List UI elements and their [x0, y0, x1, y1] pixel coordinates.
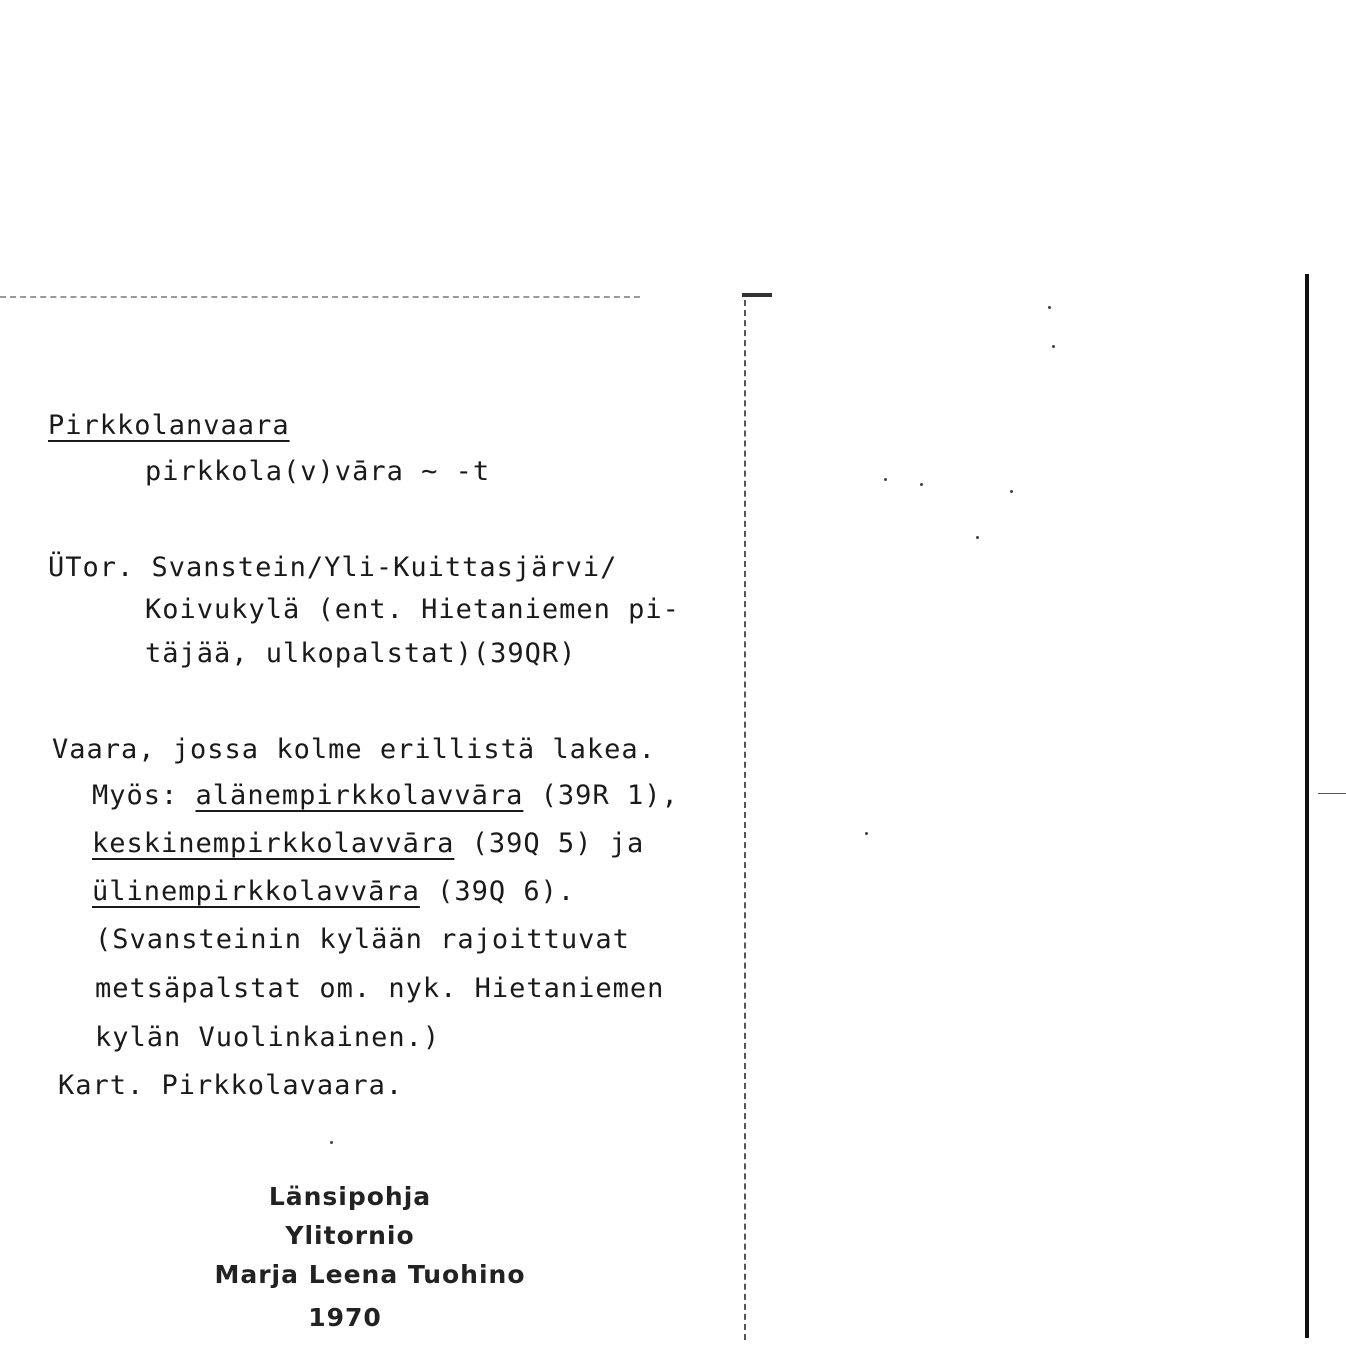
- variant-2-ref: (39Q 5) ja: [471, 828, 645, 859]
- dust-speck: [330, 1141, 333, 1144]
- variant-1-ref: (39R 1),: [540, 780, 679, 811]
- headword: Pirkkolanvaara: [48, 410, 290, 441]
- card-top-edge: [0, 296, 640, 298]
- location-line-3: täjää, ulkopalstat)(39QR): [145, 638, 577, 669]
- location-line-2: Koivukylä (ent. Hietaniemen pi-: [145, 594, 680, 625]
- fold-mark: [742, 293, 772, 297]
- description: Vaara, jossa kolme erillistä lakea.: [52, 734, 656, 765]
- note-line-1: (Svansteinin kylään rajoittuvat: [95, 924, 630, 955]
- pronunciation: pirkkola(v)vāra ~ -t: [145, 456, 491, 487]
- variant-2: keskinempirkkolavvāra: [92, 828, 455, 859]
- variant-line-2: [92, 830, 644, 857]
- note-line-3: kylän Vuolinkainen.): [95, 1022, 441, 1053]
- note-line-2: metsäpalstat om. nyk. Hietaniemen: [95, 973, 665, 1004]
- dust-speck: [1048, 306, 1051, 309]
- variant-line-1: [92, 782, 679, 809]
- card-fold-line: [744, 300, 746, 1340]
- stamp-parish: Ylitornio: [285, 1221, 415, 1250]
- dust-speck: [884, 478, 887, 481]
- dust-speck: [920, 483, 923, 486]
- variant-3-ref: (39Q 6).: [437, 876, 576, 907]
- variant-3: ülinempirkkolavvāra: [92, 876, 420, 907]
- myos-label: Myös:: [92, 780, 179, 811]
- stamp-region: Länsipohja: [268, 1182, 432, 1211]
- location-line-1: ÜTor. Svanstein/Yli-Kuittasjärvi/: [48, 552, 618, 583]
- stamp-collector: Marja Leena Tuohino: [214, 1260, 526, 1289]
- stamp-year: 1970: [308, 1303, 382, 1332]
- dust-speck: [865, 832, 868, 835]
- map-reference: Kart. Pirkkolavaara.: [58, 1070, 404, 1101]
- dust-speck: [1052, 345, 1055, 348]
- dust-speck: [976, 536, 979, 539]
- card-right-edge: [1305, 274, 1309, 1338]
- variant-line-3: [92, 878, 575, 905]
- dust-speck: [1010, 490, 1013, 493]
- edge-tick: [1318, 793, 1346, 794]
- variant-1: alänempirkkolavvāra: [195, 780, 524, 811]
